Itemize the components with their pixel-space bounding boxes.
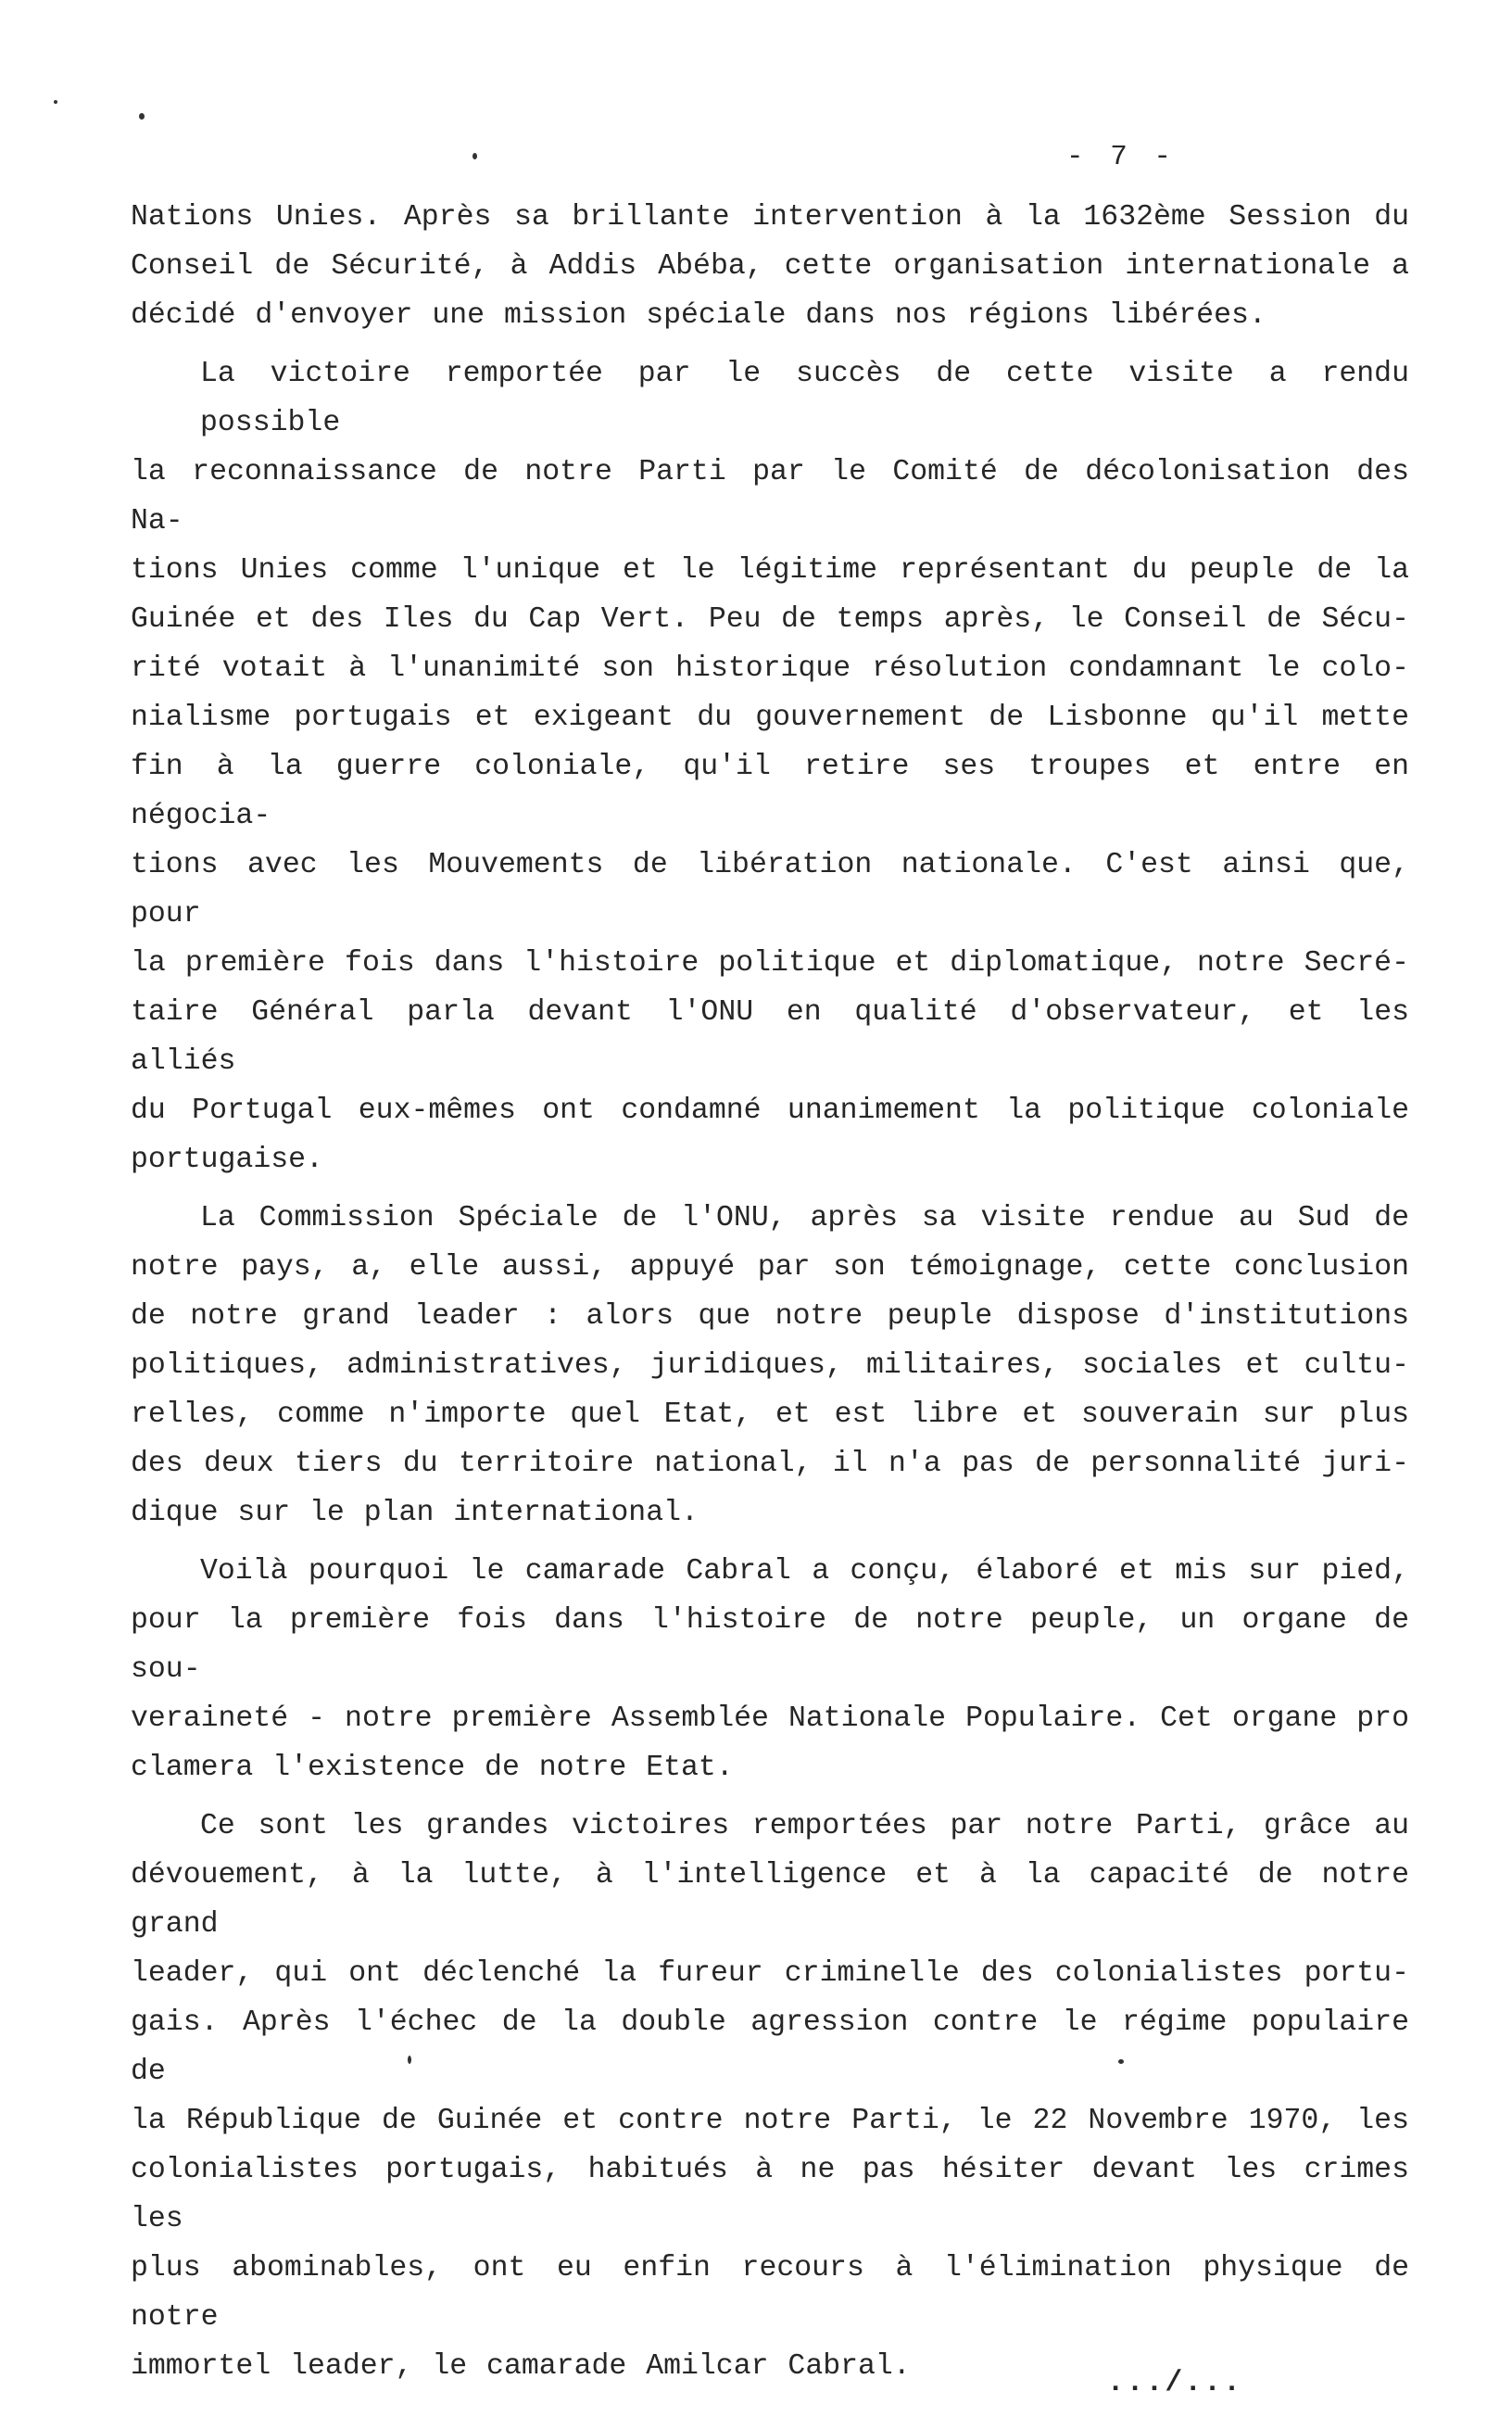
text-line: Nations Unies. Après sa brillante intervention à la 1632ème Session du — [131, 201, 1409, 234]
text-line: Conseil de Sécurité, à Addis Abéba, cette organisation internationale a — [131, 250, 1409, 283]
text-line: immortel leader, le camarade Amilcar Cabral. — [131, 2350, 911, 2383]
text-line: du Portugal eux-mêmes ont condamné unanimement la politique coloniale — [131, 1095, 1409, 1127]
page-number: - 7 - — [1065, 141, 1176, 173]
text-line: La victoire remportée par le succès de cette visite a rendu possible — [200, 358, 1409, 439]
text-line: des deux tiers du territoire national, il n'a pas de personnalité juri- — [131, 1448, 1409, 1480]
text-line: veraineté - notre première Assemblée Nationale Populaire. Cet organe pro — [131, 1702, 1409, 1735]
paragraph-5 — [131, 1802, 1409, 2408]
text-line: notre pays, a, elle aussi, appuyé par son témoignage, cette conclusion — [131, 1251, 1409, 1284]
paragraph-4 — [131, 1547, 1409, 1792]
text-line: rité votait à l'unanimité son historique résolution condamnant le colo- — [131, 652, 1409, 685]
text-line: la première fois dans l'histoire politique et diplomatique, notre Secré- — [131, 947, 1409, 980]
text-line: portugaise. — [131, 1144, 323, 1176]
text-line: de notre grand leader : alors que notre peuple dispose d'institutions — [131, 1300, 1409, 1333]
paragraph-3 — [131, 1194, 1409, 1538]
text-line: nialisme portugais et exigeant du gouvernement de Lisbonne qu'il mette — [131, 702, 1409, 734]
text-line: pour la première fois dans l'histoire de notre peuple, un organe de sou- — [131, 1604, 1409, 1686]
text-line: clamera l'existence de notre Etat. — [131, 1752, 734, 1784]
text-line: colonialistes portugais, habitués à ne pas hésiter devant les crimes les — [131, 2154, 1409, 2235]
text-line: relles, comme n'importe quel Etat, et est libre et souverain sur plus — [131, 1398, 1409, 1431]
body-text — [131, 193, 1409, 2417]
text-line: La Commission Spéciale de l'ONU, après sa visite rendue au Sud de — [200, 1202, 1409, 1234]
text-line: leader, qui ont déclenché la fureur criminelle des colonialistes portu- — [131, 1957, 1409, 1990]
text-line: dévouement, à la lutte, à l'intelligence et à la capacité de notre grand — [131, 1859, 1409, 1941]
closing-line — [131, 2342, 1242, 2408]
text-line: politiques, administratives, juridiques, militaires, sociales et cultu- — [131, 1349, 1409, 1382]
text-line: tions avec les Mouvements de libération nationale. C'est ainsi que, pour — [131, 849, 1409, 930]
paragraph-2 — [131, 349, 1409, 1184]
text-line: la République de Guinée et contre notre Parti, le 22 Novembre 1970, les — [131, 2105, 1409, 2137]
ink-speck — [472, 153, 477, 159]
text-line: décidé d'envoyer une mission spéciale dans nos régions libérées. — [131, 299, 1266, 332]
text-line: dique sur le plan international. — [131, 1497, 699, 1529]
text-line: fin à la guerre coloniale, qu'il retire ses troupes et entre en négocia- — [131, 751, 1409, 832]
text-line: tions Unies comme l'unique et le légitime représentant du peuple de la — [131, 554, 1409, 587]
paragraph-1 — [131, 193, 1409, 340]
text-line: gais. Après l'échec de la double agression contre le régime populaire de — [131, 2006, 1409, 2088]
text-line: Ce sont les grandes victoires remportées par notre Parti, grâce au — [200, 1810, 1409, 1842]
ink-speck — [54, 100, 57, 104]
text-line: plus abominables, ont eu enfin recours à l'élimination physique de notre — [131, 2252, 1409, 2334]
text-line: taire Général parla devant l'ONU en qualité d'observateur, et les alliés — [131, 996, 1409, 1078]
text-line: la reconnaissance de notre Parti par le Comité de décolonisation des Na- — [131, 456, 1409, 538]
text-line: Voilà pourquoi le camarade Cabral a conçu, élaboré et mis sur pied, — [200, 1555, 1409, 1588]
continuation-mark: .../... — [1106, 2367, 1242, 2399]
ink-speck — [139, 113, 145, 120]
text-line: Guinée et des Iles du Cap Vert. Peu de temps après, le Conseil de Sécu- — [131, 603, 1409, 636]
